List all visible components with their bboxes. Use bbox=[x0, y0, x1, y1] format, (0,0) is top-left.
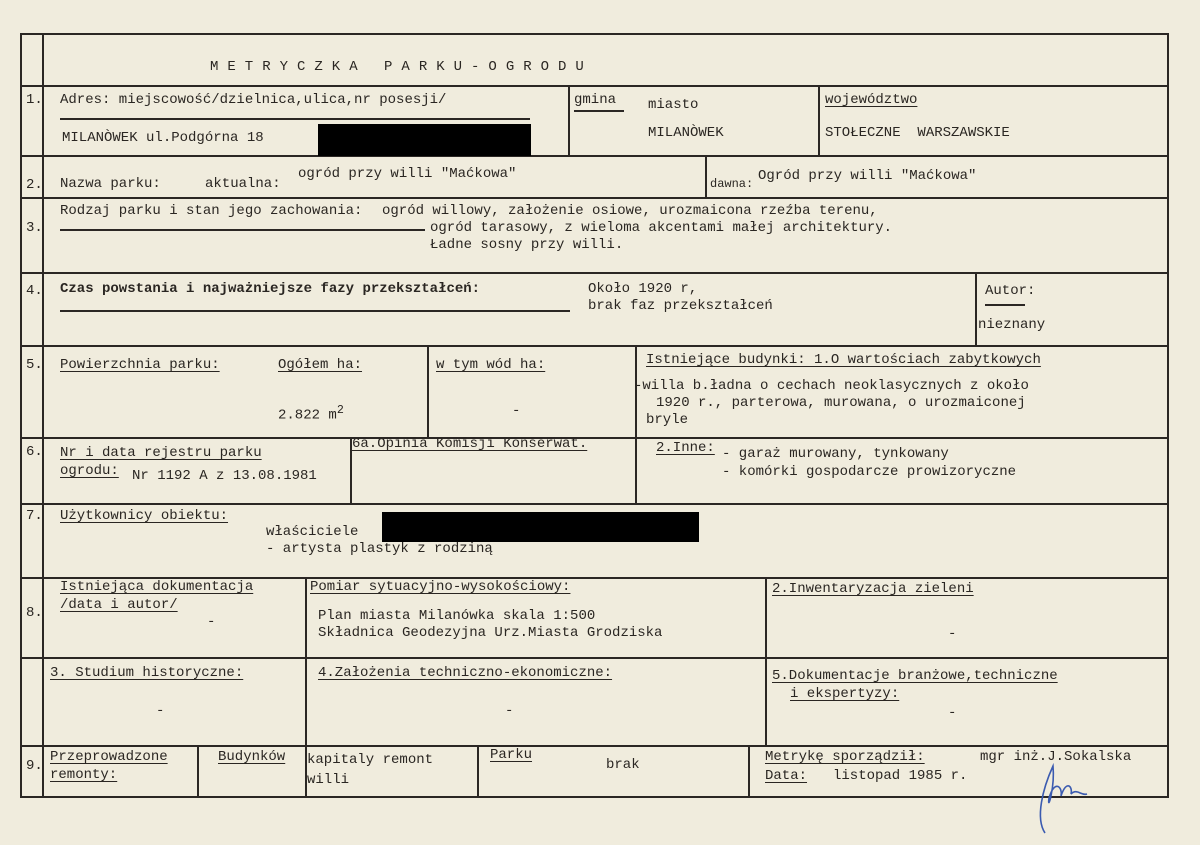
buildings-line: -willa b.ładna o cechach neoklasycznych z około bbox=[634, 378, 1029, 394]
divider bbox=[20, 345, 1169, 347]
branch-docs-label: i ekspertyzy: bbox=[790, 686, 900, 702]
total-area-number: 2.822 m bbox=[278, 407, 337, 424]
divider bbox=[20, 33, 1169, 35]
total-area-value bbox=[278, 402, 344, 425]
divider bbox=[748, 745, 750, 797]
survey-line: Plan miasta Milanówka skala 1:500 bbox=[318, 608, 596, 624]
underline bbox=[985, 304, 1025, 306]
area-label: Powierzchnia parku: bbox=[60, 357, 220, 373]
row-number: 2. bbox=[26, 177, 43, 193]
park-type-line: ogród tarasowy, z wieloma akcentami małej architektury. bbox=[430, 220, 893, 236]
current-name-value: ogród przy willi "Maćkowa" bbox=[298, 166, 517, 182]
register-label: ogrodu: bbox=[60, 463, 119, 479]
documentation-label: Istniejąca dokumentacja bbox=[60, 579, 254, 595]
greenery-label: 2.Inwentaryzacja zieleni bbox=[772, 581, 974, 597]
users-label: Użytkownicy obiektu: bbox=[60, 508, 229, 524]
date-value: listopad 1985 r. bbox=[833, 768, 968, 784]
divider bbox=[635, 345, 637, 503]
buildings-line: bryle bbox=[646, 412, 689, 428]
divider bbox=[20, 33, 22, 798]
park-name-label: Nazwa parku: bbox=[60, 176, 161, 192]
park-type-line: Ładne sosny przy willi. bbox=[430, 237, 624, 253]
buildings-repair-label: Budynków bbox=[218, 749, 286, 765]
row-number: 9. bbox=[26, 758, 43, 774]
park-repair-label: Parku bbox=[490, 747, 533, 763]
address-label: Adres: miejscowość/dzielnica,ulica,nr posesji/ bbox=[60, 92, 447, 108]
underline bbox=[574, 110, 624, 112]
divider bbox=[765, 577, 767, 745]
documentation-label: /data i autor/ bbox=[60, 597, 178, 613]
underline bbox=[60, 118, 530, 120]
gmina-type: miasto bbox=[648, 97, 699, 113]
row-number: 7. bbox=[26, 508, 43, 524]
unit-exponent: 2 bbox=[336, 403, 344, 417]
voivodeship-label: województwo bbox=[825, 92, 918, 108]
gmina-value: MILANÒWEK bbox=[648, 125, 724, 141]
buildings-repair-value: kapitaly remont bbox=[307, 752, 434, 768]
voivodeship-value: STOŁECZNE WARSZAWSKIE bbox=[825, 125, 1010, 141]
row-number: 3. bbox=[26, 220, 43, 236]
repairs-label: Przeprowadzone bbox=[50, 749, 168, 765]
underline bbox=[60, 310, 570, 312]
divider bbox=[20, 197, 1169, 199]
author-value: nieznany bbox=[978, 317, 1046, 333]
former-name-label: dawna: bbox=[710, 177, 754, 191]
creation-time-line: brak faz przekształceń bbox=[588, 298, 773, 314]
register-value: Nr 1192 A z 13.08.1981 bbox=[132, 468, 317, 484]
park-type-label: Rodzaj parku i stan jego zachowania: bbox=[60, 203, 363, 219]
water-area-label: w tym wód ha: bbox=[436, 357, 546, 373]
survey-line: Składnica Geodezyjna Urz.Miasta Grodziska bbox=[318, 625, 663, 641]
divider bbox=[477, 745, 479, 797]
buildings-label: Istniejące budynki: 1.O wartościach zabytkowych bbox=[646, 352, 1041, 368]
register-label: Nr i data rejestru parku bbox=[60, 445, 262, 461]
gmina-label: gmina bbox=[574, 92, 617, 108]
divider bbox=[197, 745, 199, 797]
creation-time-line: Około 1920 r, bbox=[588, 281, 698, 297]
other-label: 2.Inne: bbox=[656, 440, 715, 456]
divider bbox=[20, 272, 1169, 274]
buildings-repair-value: willi bbox=[307, 772, 350, 788]
technical-value: - bbox=[505, 703, 514, 719]
survey-label: Pomiar sytuacyjno-wysokościowy: bbox=[310, 579, 571, 595]
row-number: 4. bbox=[26, 283, 43, 299]
park-repair-value: brak bbox=[606, 757, 640, 773]
history-label: 3. Studium historyczne: bbox=[50, 665, 244, 681]
water-area-value: - bbox=[512, 403, 521, 419]
redaction-box bbox=[382, 512, 699, 542]
redaction-box bbox=[318, 124, 531, 156]
divider bbox=[20, 155, 1169, 157]
former-name-value: Ogród przy willi "Maćkowa" bbox=[758, 168, 977, 184]
date-label: Data: bbox=[765, 768, 808, 784]
divider bbox=[818, 85, 820, 155]
row-number: 6. bbox=[26, 444, 43, 460]
divider bbox=[42, 33, 44, 798]
branch-docs-value: - bbox=[948, 705, 957, 721]
greenery-value: - bbox=[948, 626, 957, 642]
divider bbox=[20, 657, 1169, 659]
divider bbox=[20, 437, 1169, 439]
prepared-by-label: Metrykę sporządził: bbox=[765, 749, 925, 765]
users-line: właściciele bbox=[266, 524, 359, 540]
author-label: Autor: bbox=[985, 283, 1036, 299]
divider bbox=[568, 85, 570, 155]
park-type-line: ogród willowy, założenie osiowe, urozmaicona rzeźba terenu, bbox=[382, 203, 878, 219]
row-number: 5. bbox=[26, 357, 43, 373]
documentation-value: - bbox=[207, 614, 216, 630]
buildings-line: 1920 r., parterowa, murowana, o urozmaiconej bbox=[656, 395, 1026, 411]
opinion-label: 6a.Opinia Komisji Konserwat. bbox=[352, 436, 588, 452]
total-area-label: Ogółem ha: bbox=[278, 357, 363, 373]
underline bbox=[60, 229, 425, 231]
page-title: METRYCZKA PARKU-OGRODU bbox=[210, 59, 593, 75]
other-line: - komórki gospodarcze prowizoryczne bbox=[722, 464, 1017, 480]
divider bbox=[705, 155, 707, 197]
address-value: MILANÒWEK ul.Podgórna 18 bbox=[62, 130, 264, 146]
users-line: - artysta plastyk z rodziną bbox=[266, 541, 493, 557]
technical-label: 4.Założenia techniczno-ekonomiczne: bbox=[318, 665, 613, 681]
signature-icon bbox=[1025, 758, 1105, 838]
divider bbox=[20, 503, 1169, 505]
divider bbox=[427, 345, 429, 437]
row-number: 1. bbox=[26, 92, 43, 108]
branch-docs-label: 5.Dokumentacje branżowe,techniczne bbox=[772, 668, 1058, 684]
history-value: - bbox=[156, 703, 165, 719]
repairs-label: remonty: bbox=[50, 767, 118, 783]
divider bbox=[20, 745, 1169, 747]
divider bbox=[20, 85, 1169, 87]
other-line: - garaż murowany, tynkowany bbox=[722, 446, 949, 462]
prepared-by-value: mgr inż.J.Sokalska bbox=[980, 749, 1132, 765]
current-name-label: aktualna: bbox=[205, 176, 281, 192]
divider bbox=[1167, 33, 1169, 798]
divider bbox=[975, 272, 977, 345]
creation-time-label: Czas powstania i najważniejsze fazy przekształceń: bbox=[60, 281, 481, 297]
divider bbox=[20, 796, 1169, 798]
row-number: 8. bbox=[26, 605, 43, 621]
